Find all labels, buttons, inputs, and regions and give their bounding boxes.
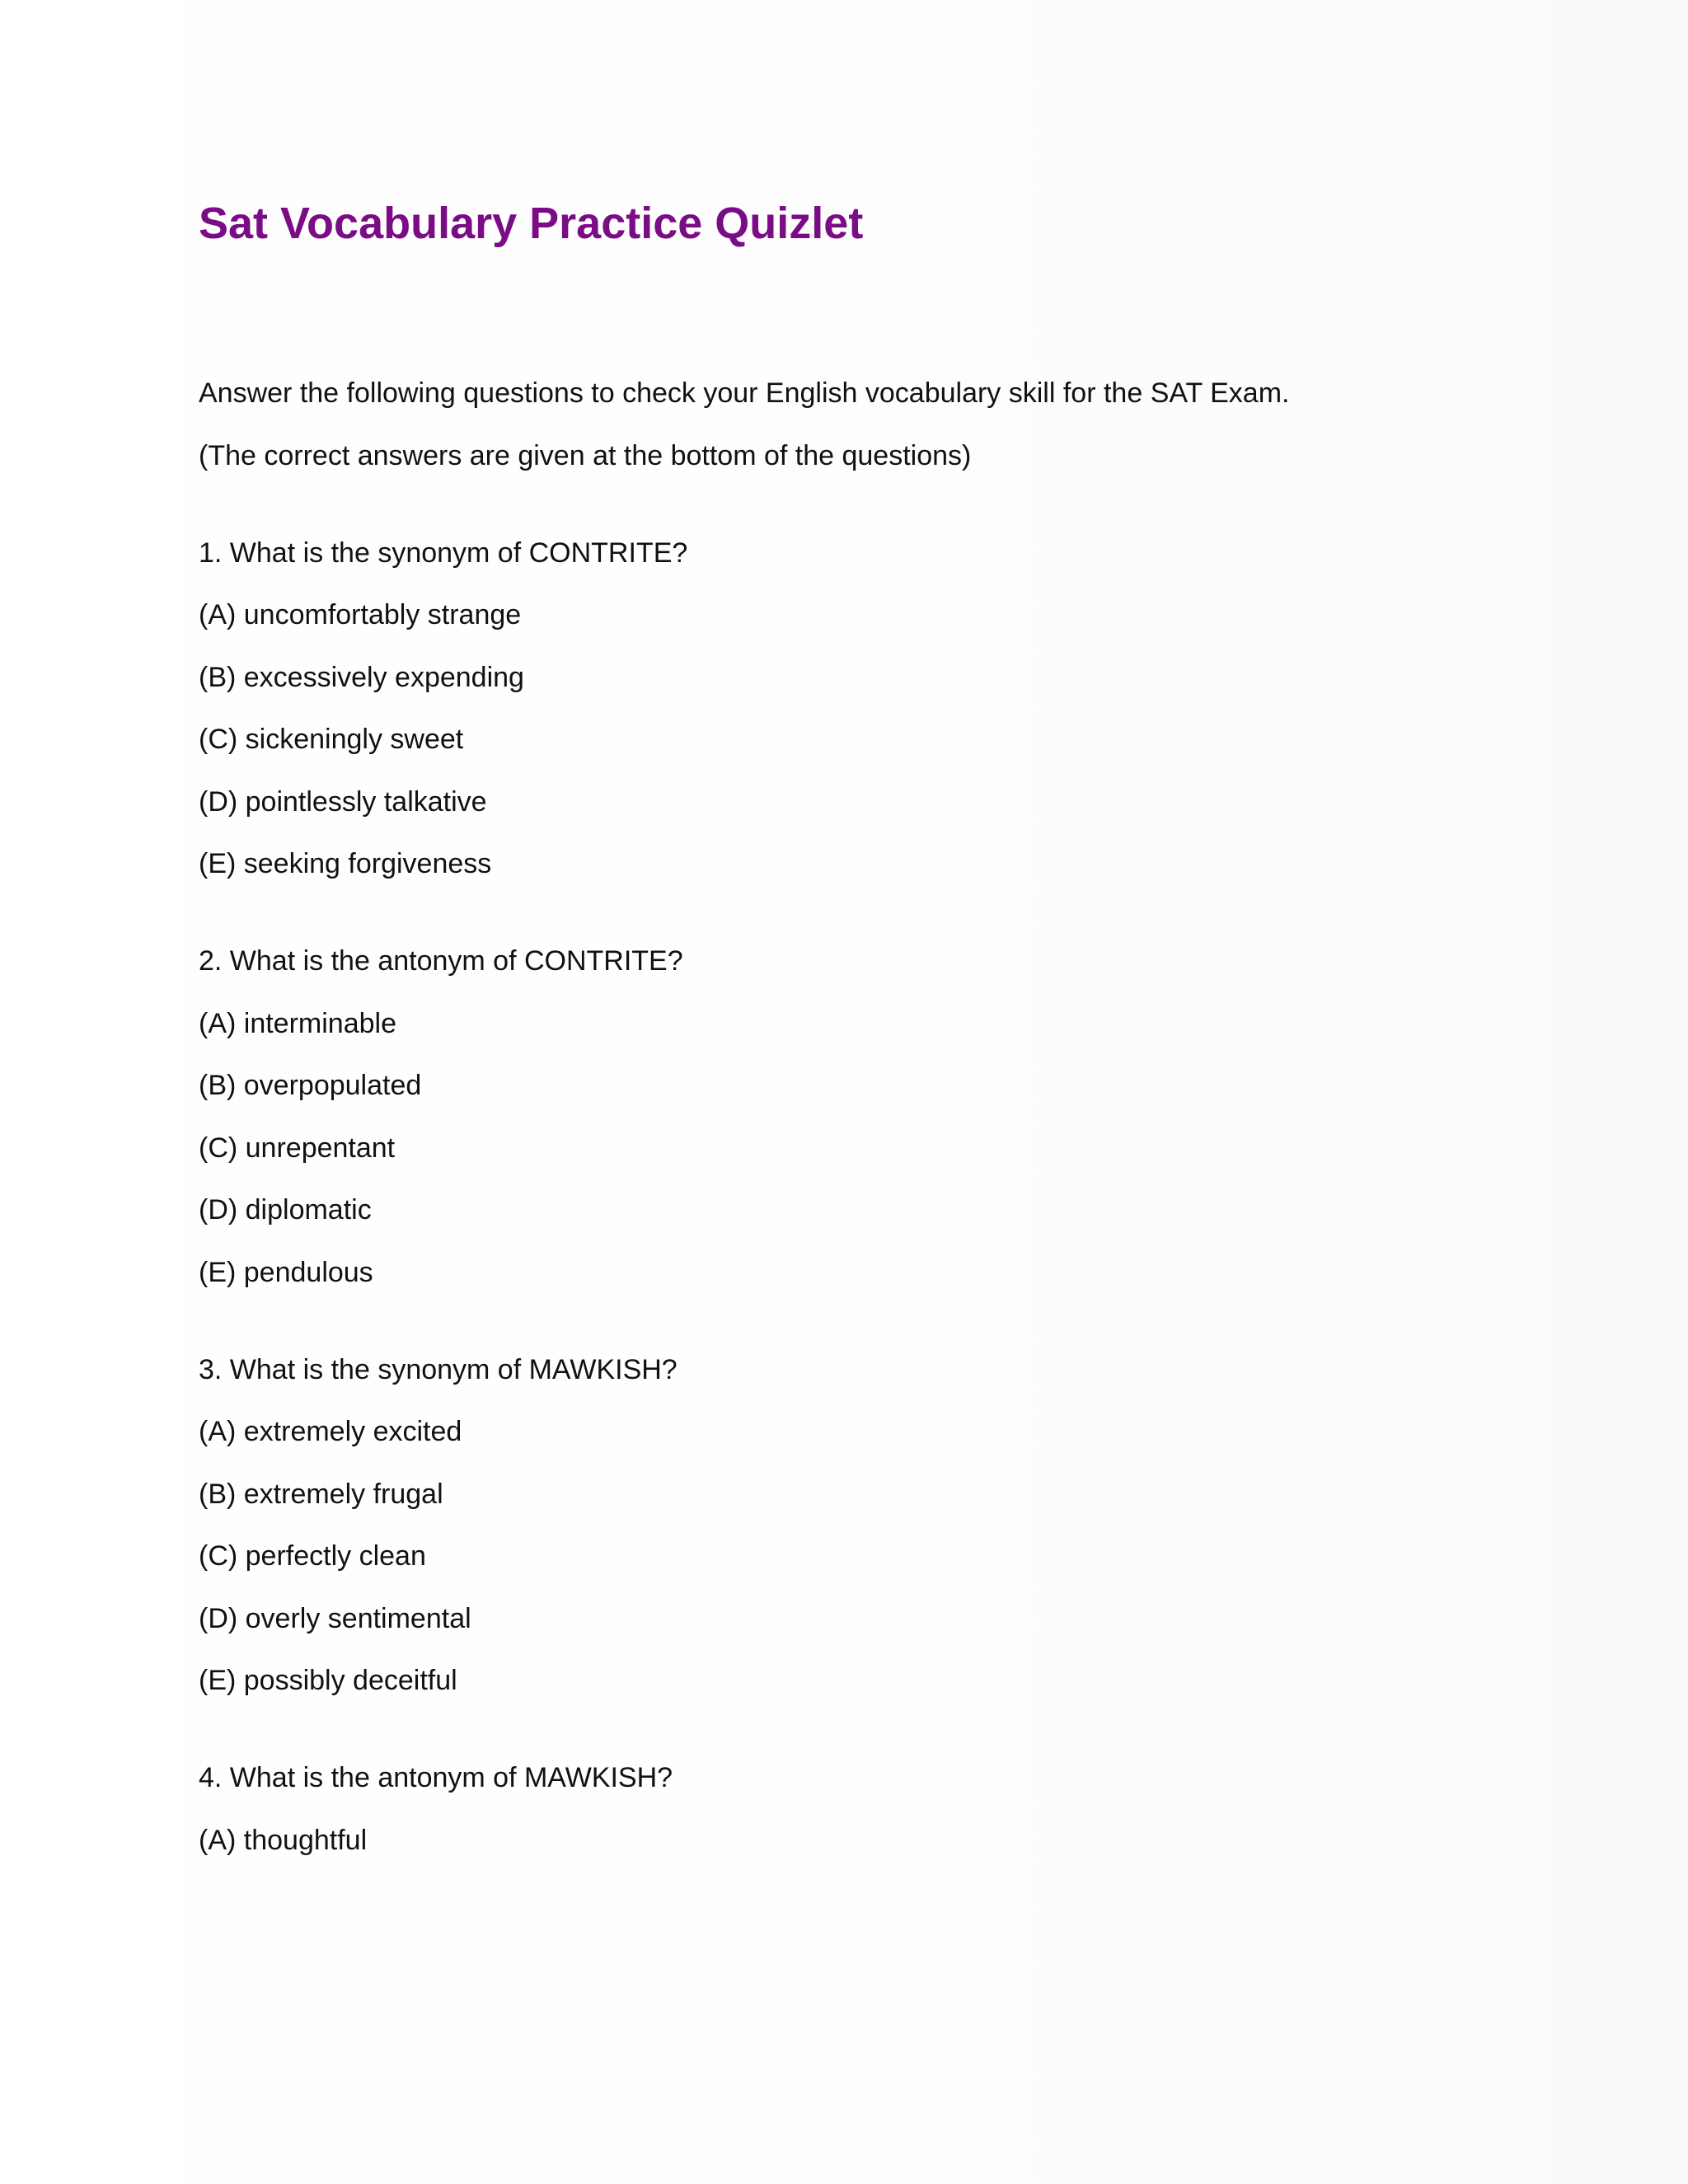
question-1-option-b: (B) excessively expending [199, 661, 524, 693]
question-4 [199, 1760, 1559, 1859]
question-1-option-d: (D) pointlessly talkative [199, 785, 487, 818]
question-1-option-a: (A) uncomfortably strange [199, 599, 522, 630]
question-2 [199, 943, 1559, 1291]
intro-answer-note: (The correct answers are given at the bottom of the questions) [199, 439, 972, 471]
question-2-options [199, 1005, 1559, 1291]
question-3-option-d: (D) overly sentimental [199, 1602, 471, 1634]
question-3-option-c: (C) perfectly clean [199, 1540, 426, 1572]
question-1-options [199, 597, 1559, 883]
question-3-text: 3. What is the synonym of MAWKISH? [199, 1353, 678, 1385]
question-1-option-c: (C) sickeningly sweet [199, 724, 464, 755]
intro-instruction: Answer the following questions to check your English vocabulary skill for the SAT Exam. [199, 377, 1290, 409]
document-title: Sat Vocabulary Practice Quizlet [199, 199, 864, 248]
question-1-text: 1. What is the synonym of CONTRITE? [199, 537, 688, 569]
question-4-option-a: (A) thoughtful [199, 1824, 368, 1856]
question-3-options [199, 1413, 1559, 1699]
question-3-option-e: (E) possibly deceitful [199, 1665, 457, 1696]
question-4-options [199, 1822, 1559, 1859]
question-2-text: 2. What is the antonym of CONTRITE? [199, 945, 683, 977]
question-1-option-e: (E) seeking forgiveness [199, 848, 492, 879]
question-2-option-a: (A) interminable [199, 1007, 396, 1039]
question-3-option-a: (A) extremely excited [199, 1416, 462, 1447]
question-2-option-e: (E) pendulous [199, 1256, 373, 1288]
question-2-option-c: (C) unrepentant [199, 1132, 396, 1164]
question-3 [199, 1352, 1559, 1700]
question-2-option-d: (D) diplomatic [199, 1194, 372, 1226]
question-3-option-b: (B) extremely frugal [199, 1478, 443, 1510]
question-4-text: 4. What is the antonym of MAWKISH? [199, 1762, 673, 1793]
question-2-option-b: (B) overpopulated [199, 1070, 422, 1101]
intro-section [199, 375, 1559, 475]
document-content [199, 196, 1559, 1884]
question-1 [199, 535, 1559, 883]
